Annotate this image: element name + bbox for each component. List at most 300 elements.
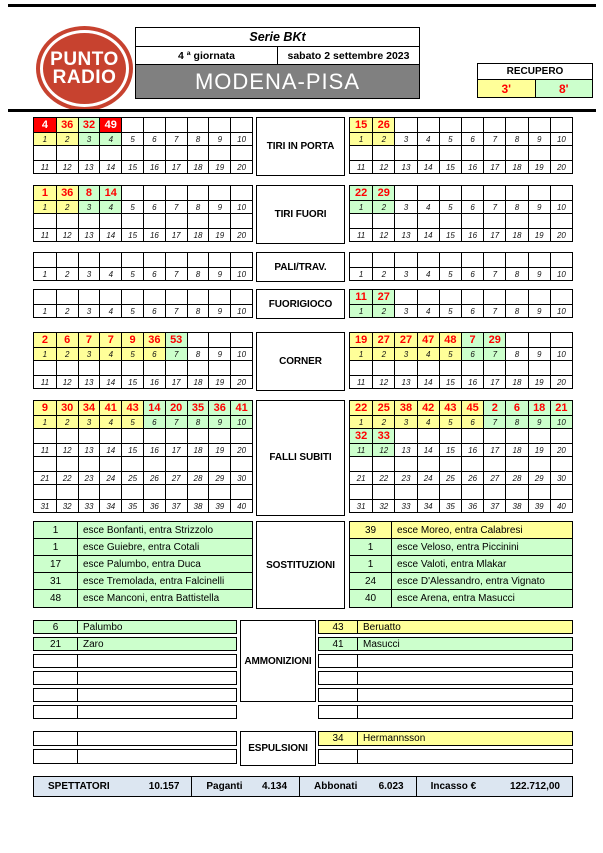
minute-label-cell: 11 xyxy=(34,444,56,456)
minute-label-cell: 20 xyxy=(550,376,572,388)
stat-value-cell xyxy=(372,457,394,472)
stat-value-cell xyxy=(417,290,439,305)
footer-item-label: Abbonati xyxy=(314,781,358,792)
list-row xyxy=(33,749,237,764)
player-number xyxy=(319,655,358,667)
minute-label-cell: 36 xyxy=(461,500,483,512)
list-row xyxy=(350,522,572,539)
list-left xyxy=(33,521,253,608)
stat-row xyxy=(350,457,572,485)
minute-label-cell: 24 xyxy=(417,472,439,484)
footer-item-abbonati xyxy=(300,777,417,796)
minute-label-cell: 12 xyxy=(372,376,394,388)
minute-label-cell: 2 xyxy=(372,201,394,213)
stat-value-cell xyxy=(394,429,416,444)
stat-value-cell: 33 xyxy=(372,429,394,444)
stat-section-fuorigioco xyxy=(33,289,573,319)
stat-value-cell xyxy=(121,429,143,444)
stat-row xyxy=(350,186,572,214)
minute-label-cell: 17 xyxy=(483,444,505,456)
stat-value-cell xyxy=(121,118,143,133)
stat-value-cell xyxy=(56,457,78,472)
minute-label-cell: 9 xyxy=(528,133,550,145)
minute-label-cell: 18 xyxy=(187,376,209,388)
event-text: esce Valoti, entra Mlakar xyxy=(397,558,507,570)
stat-value-cell xyxy=(528,361,550,376)
stat-row xyxy=(350,290,572,317)
stat-row xyxy=(34,118,252,146)
stat-value-cell: 43 xyxy=(121,401,143,416)
minute-label-cell: 28 xyxy=(187,472,209,484)
minute-label-cell: 4 xyxy=(99,416,121,428)
stat-value-cell xyxy=(230,485,252,500)
team-grid-left xyxy=(33,289,253,318)
minute-label-cell: 2 xyxy=(56,416,78,428)
minute-label-cell: 5 xyxy=(439,268,461,280)
minute-label-cell: 4 xyxy=(99,201,121,213)
minute-label-cell: 15 xyxy=(439,376,461,388)
stat-value-cell: 36 xyxy=(56,186,78,201)
minute-label-cell: 33 xyxy=(78,500,100,512)
minute-label-cell: 28 xyxy=(505,472,527,484)
minute-label-cell: 11 xyxy=(350,161,372,173)
minute-label-cell: 40 xyxy=(230,500,252,512)
minute-label-cell: 2 xyxy=(56,201,78,213)
minute-label-cell: 1 xyxy=(34,201,56,213)
stat-value-cell xyxy=(34,457,56,472)
minute-label-cell: 8 xyxy=(505,133,527,145)
stat-value-cell xyxy=(143,253,165,268)
minute-label-cell: 18 xyxy=(187,229,209,241)
event-text: esce Bonfanti, entra Strizzolo xyxy=(83,524,214,536)
minute-label-cell: 17 xyxy=(483,229,505,241)
stat-value-cell xyxy=(121,186,143,201)
minute-label-cell: 4 xyxy=(417,201,439,213)
stat-value-cell xyxy=(372,253,394,268)
minute-label-cell: 8 xyxy=(187,416,209,428)
stat-value-cell xyxy=(78,253,100,268)
section-label: TIRI IN PORTA xyxy=(256,117,345,176)
minute-label-cell: 18 xyxy=(505,444,527,456)
stat-value-cell xyxy=(417,186,439,201)
section-label: FALLI SUBITI xyxy=(256,400,345,516)
minute-label-cell: 37 xyxy=(165,500,187,512)
minute-label-cell: 6 xyxy=(143,201,165,213)
minute-label-cell: 9 xyxy=(528,348,550,360)
minute-label-cell: 7 xyxy=(165,416,187,428)
stat-value-cell xyxy=(34,485,56,500)
minute-label-cell: 1 xyxy=(350,416,372,428)
minute-label-cell: 10 xyxy=(550,416,572,428)
stat-value-cell xyxy=(483,361,505,376)
stat-value-cell xyxy=(187,361,209,376)
minute-label-cell: 15 xyxy=(121,376,143,388)
stat-value-cell xyxy=(165,290,187,305)
stat-value-cell xyxy=(394,253,416,268)
stat-value-cell: 36 xyxy=(208,401,230,416)
minute-label-cell: 33 xyxy=(394,500,416,512)
minute-label-cell: 6 xyxy=(461,268,483,280)
stat-value-cell xyxy=(461,118,483,133)
recupero-box xyxy=(477,63,593,98)
minute-label-cell: 5 xyxy=(121,268,143,280)
minute-label-cell: 17 xyxy=(165,444,187,456)
event-text: esce Moreo, entra Calabresi xyxy=(397,524,523,536)
minute-label-cell: 3 xyxy=(78,133,100,145)
minute-label-cell: 4 xyxy=(99,133,121,145)
minute-label-cell: 3 xyxy=(78,305,100,317)
player-number xyxy=(34,750,78,763)
player-number: 34 xyxy=(319,732,358,745)
minute-label-cell: 16 xyxy=(143,161,165,173)
minute-label-cell: 2 xyxy=(56,348,78,360)
recupero-values xyxy=(478,80,592,97)
list-section-ammonizioni xyxy=(33,620,573,721)
minute-label-cell: 4 xyxy=(99,305,121,317)
stat-value-cell xyxy=(187,186,209,201)
list-row xyxy=(33,637,237,651)
minute-label-cell: 6 xyxy=(461,201,483,213)
event-text xyxy=(78,672,236,684)
stat-value-cell xyxy=(505,214,527,229)
footer-item-label: Paganti xyxy=(206,781,243,792)
section-label: FUORIGIOCO xyxy=(256,289,345,319)
top-rule xyxy=(8,4,596,7)
minute-label-cell: 9 xyxy=(208,133,230,145)
stat-row xyxy=(34,290,252,317)
minute-label-cell: 38 xyxy=(187,500,209,512)
team-grid-right xyxy=(349,289,573,318)
minute-label-cell: 12 xyxy=(56,229,78,241)
stat-section-pali-trav xyxy=(33,252,573,282)
player-number xyxy=(319,672,358,684)
stat-value-cell xyxy=(505,146,527,161)
stat-value-cell xyxy=(461,457,483,472)
stat-value-cell xyxy=(461,429,483,444)
minute-label-cell: 13 xyxy=(78,444,100,456)
stat-value-cell: 14 xyxy=(99,186,121,201)
minute-label-cell: 19 xyxy=(528,376,550,388)
stat-value-cell xyxy=(461,146,483,161)
minute-label-cell: 18 xyxy=(505,161,527,173)
minute-label-cell: 39 xyxy=(208,500,230,512)
stat-value-cell xyxy=(394,186,416,201)
minute-label-cell: 5 xyxy=(121,348,143,360)
stat-value-cell xyxy=(505,186,527,201)
stat-value-cell xyxy=(56,146,78,161)
stat-value-cell xyxy=(350,485,372,500)
stat-value-cell xyxy=(230,457,252,472)
minute-label-cell: 20 xyxy=(550,161,572,173)
stat-value-cell xyxy=(187,429,209,444)
stat-value-cell xyxy=(483,146,505,161)
stat-value-cell xyxy=(230,214,252,229)
stat-value-cell: 15 xyxy=(350,118,372,133)
player-number: 41 xyxy=(319,638,358,650)
minute-label-cell: 19 xyxy=(528,444,550,456)
minute-label-cell: 15 xyxy=(439,444,461,456)
minute-label-cell: 3 xyxy=(394,416,416,428)
stat-value-cell xyxy=(439,214,461,229)
stat-value-cell: 53 xyxy=(165,333,187,348)
stat-value-cell xyxy=(394,457,416,472)
minute-label-cell: 2 xyxy=(372,305,394,317)
minute-label-cell: 8 xyxy=(505,201,527,213)
player-number: 24 xyxy=(350,573,392,589)
event-text xyxy=(78,689,236,701)
minute-label-cell: 12 xyxy=(56,161,78,173)
list-row xyxy=(318,654,573,668)
stat-value-cell xyxy=(505,333,527,348)
stat-value-cell xyxy=(99,214,121,229)
stat-value-cell xyxy=(550,118,572,133)
section-label: ESPULSIONI xyxy=(240,731,316,766)
section-label: TIRI FUORI xyxy=(256,185,345,244)
stat-value-cell xyxy=(417,485,439,500)
list-row xyxy=(34,556,252,573)
event-text: esce Tremolada, entra Falcinelli xyxy=(83,575,225,587)
player-number xyxy=(319,689,358,701)
event-text xyxy=(358,750,572,763)
stat-value-cell: 42 xyxy=(417,401,439,416)
stat-value-cell: 32 xyxy=(78,118,100,133)
minute-label-cell: 8 xyxy=(505,268,527,280)
stat-value-cell xyxy=(143,146,165,161)
player-number xyxy=(34,655,78,667)
stat-value-cell: 18 xyxy=(528,401,550,416)
minute-label-cell: 6 xyxy=(461,305,483,317)
stat-value-cell xyxy=(439,457,461,472)
section-label: SOSTITUZIONI xyxy=(256,521,345,609)
stat-value-cell xyxy=(187,457,209,472)
minute-label-cell: 18 xyxy=(505,229,527,241)
stat-row xyxy=(350,485,572,512)
stat-value-cell xyxy=(78,429,100,444)
stat-value-cell: 2 xyxy=(483,401,505,416)
stat-row xyxy=(350,146,572,173)
stat-value-cell: 27 xyxy=(372,290,394,305)
team-grid-left xyxy=(33,400,253,513)
stat-value-cell: 41 xyxy=(230,401,252,416)
minute-label-cell: 17 xyxy=(483,376,505,388)
minute-label-cell: 13 xyxy=(78,376,100,388)
minute-label-cell: 10 xyxy=(230,348,252,360)
minute-label-cell: 7 xyxy=(483,416,505,428)
minute-label-cell: 26 xyxy=(143,472,165,484)
minute-label-cell: 1 xyxy=(34,268,56,280)
event-text: esce D'Alessandro, entra Vignato xyxy=(397,575,545,587)
stat-value-cell xyxy=(550,146,572,161)
minute-label-cell: 14 xyxy=(417,444,439,456)
event-text: esce Manconi, entra Battistella xyxy=(83,593,220,604)
stat-value-cell xyxy=(34,214,56,229)
stat-row xyxy=(34,253,252,280)
stat-value-cell xyxy=(165,186,187,201)
team-grid-left xyxy=(33,117,253,174)
stat-value-cell xyxy=(230,429,252,444)
punto-radio-logo xyxy=(36,26,133,111)
minute-label-cell: 30 xyxy=(230,472,252,484)
minute-label-cell: 4 xyxy=(417,133,439,145)
stat-value-cell xyxy=(417,361,439,376)
minute-label-cell: 32 xyxy=(372,500,394,512)
minute-label-cell: 5 xyxy=(439,133,461,145)
minute-label-cell: 5 xyxy=(121,133,143,145)
stat-value-cell xyxy=(78,457,100,472)
stat-value-cell xyxy=(505,429,527,444)
minute-label-cell: 12 xyxy=(56,376,78,388)
stat-value-cell xyxy=(505,457,527,472)
minute-label-cell: 15 xyxy=(439,161,461,173)
stat-value-cell xyxy=(230,253,252,268)
stat-value-cell: 20 xyxy=(165,401,187,416)
stat-value-cell xyxy=(550,361,572,376)
stat-value-cell xyxy=(121,290,143,305)
minute-label-cell: 1 xyxy=(34,305,56,317)
stat-value-cell: 35 xyxy=(187,401,209,416)
stat-row xyxy=(34,429,252,457)
list-row xyxy=(350,590,572,607)
matchday: 4 ª giornata xyxy=(178,49,235,62)
stat-value-cell xyxy=(56,214,78,229)
minute-label-cell: 34 xyxy=(417,500,439,512)
stat-value-cell xyxy=(528,253,550,268)
stat-value-cell xyxy=(165,429,187,444)
list-section-sostituzioni xyxy=(33,521,573,609)
stat-value-cell xyxy=(550,485,572,500)
stat-row xyxy=(34,333,252,361)
stat-value-cell xyxy=(78,290,100,305)
minute-label-cell: 38 xyxy=(505,500,527,512)
list-row xyxy=(34,590,252,607)
minute-label-cell: 14 xyxy=(417,376,439,388)
minute-label-cell: 7 xyxy=(483,201,505,213)
stat-value-cell xyxy=(208,485,230,500)
stat-value-cell xyxy=(99,290,121,305)
logo-text-line2: RADIO xyxy=(52,66,117,88)
minute-label-cell: 17 xyxy=(165,229,187,241)
stat-value-cell xyxy=(417,118,439,133)
list-row xyxy=(34,522,252,539)
stat-value-cell xyxy=(187,214,209,229)
header-row-matchday xyxy=(136,47,419,64)
minute-label-cell: 40 xyxy=(550,500,572,512)
stat-value-cell: 29 xyxy=(483,333,505,348)
minute-label-cell: 24 xyxy=(99,472,121,484)
stat-value-cell xyxy=(461,361,483,376)
stat-value-cell: 9 xyxy=(34,401,56,416)
minute-label-cell: 7 xyxy=(483,133,505,145)
stat-value-cell: 6 xyxy=(56,333,78,348)
stat-value-cell xyxy=(372,146,394,161)
minute-label-cell: 20 xyxy=(550,229,572,241)
recupero-second-half: 8' xyxy=(536,80,593,97)
stat-value-cell xyxy=(528,118,550,133)
stat-value-cell xyxy=(550,186,572,201)
minute-label-cell: 35 xyxy=(439,500,461,512)
minute-label-cell: 6 xyxy=(461,348,483,360)
list-row xyxy=(33,731,237,746)
player-number: 48 xyxy=(34,590,78,607)
stat-value-cell xyxy=(143,118,165,133)
list-right xyxy=(318,731,573,764)
minute-label-cell: 12 xyxy=(56,444,78,456)
minute-label-cell: 19 xyxy=(528,161,550,173)
stat-value-cell: 9 xyxy=(121,333,143,348)
stat-value-cell xyxy=(483,118,505,133)
team-grid-left xyxy=(33,252,253,281)
player-number: 40 xyxy=(350,590,392,607)
minute-label-cell: 2 xyxy=(372,348,394,360)
list-row xyxy=(33,688,237,702)
header-table xyxy=(135,27,420,99)
logo-text xyxy=(50,48,119,88)
minute-label-cell: 11 xyxy=(350,229,372,241)
stat-value-cell xyxy=(550,333,572,348)
stat-value-cell: 47 xyxy=(417,333,439,348)
minute-label-cell: 29 xyxy=(528,472,550,484)
minute-label-cell: 2 xyxy=(56,133,78,145)
minute-label-cell: 5 xyxy=(439,201,461,213)
stat-value-cell xyxy=(483,253,505,268)
minute-label-cell: 6 xyxy=(143,416,165,428)
stat-value-cell xyxy=(56,361,78,376)
section-label: PALI/TRAV. xyxy=(256,252,345,282)
stat-value-cell xyxy=(34,146,56,161)
stat-value-cell xyxy=(528,429,550,444)
minute-label-cell: 3 xyxy=(78,348,100,360)
stat-section-tiri-fuori xyxy=(33,185,573,244)
event-text xyxy=(78,732,236,745)
minute-label-cell: 4 xyxy=(417,348,439,360)
minute-label-cell: 12 xyxy=(372,161,394,173)
event-text xyxy=(358,689,572,701)
minute-label-cell: 3 xyxy=(78,201,100,213)
stat-value-cell xyxy=(394,290,416,305)
minute-label-cell: 2 xyxy=(372,416,394,428)
stat-value-cell xyxy=(483,457,505,472)
minute-label-cell: 35 xyxy=(121,500,143,512)
stat-value-cell xyxy=(528,333,550,348)
stat-value-cell xyxy=(439,290,461,305)
stat-row xyxy=(350,401,572,429)
stat-value-cell xyxy=(528,214,550,229)
stat-value-cell xyxy=(208,429,230,444)
stat-value-cell xyxy=(78,214,100,229)
minute-label-cell: 9 xyxy=(528,305,550,317)
stat-row xyxy=(34,186,252,214)
list-row xyxy=(318,637,573,651)
event-text: Palumbo xyxy=(83,621,123,633)
minute-label-cell: 6 xyxy=(143,348,165,360)
minute-label-cell: 7 xyxy=(165,305,187,317)
minute-label-cell: 11 xyxy=(350,444,372,456)
team-grid-right xyxy=(349,332,573,389)
stat-value-cell xyxy=(550,253,572,268)
stat-value-cell xyxy=(143,361,165,376)
stat-value-cell xyxy=(208,186,230,201)
stat-value-cell xyxy=(34,290,56,305)
team-grid-right xyxy=(349,400,573,513)
match-date: sabato 2 settembre 2023 xyxy=(277,47,419,64)
stat-value-cell xyxy=(417,253,439,268)
stat-value-cell xyxy=(230,146,252,161)
minute-label-cell: 14 xyxy=(417,229,439,241)
minute-label-cell: 2 xyxy=(372,133,394,145)
stat-value-cell: 36 xyxy=(56,118,78,133)
minute-label-cell: 3 xyxy=(394,268,416,280)
stat-value-cell xyxy=(165,118,187,133)
